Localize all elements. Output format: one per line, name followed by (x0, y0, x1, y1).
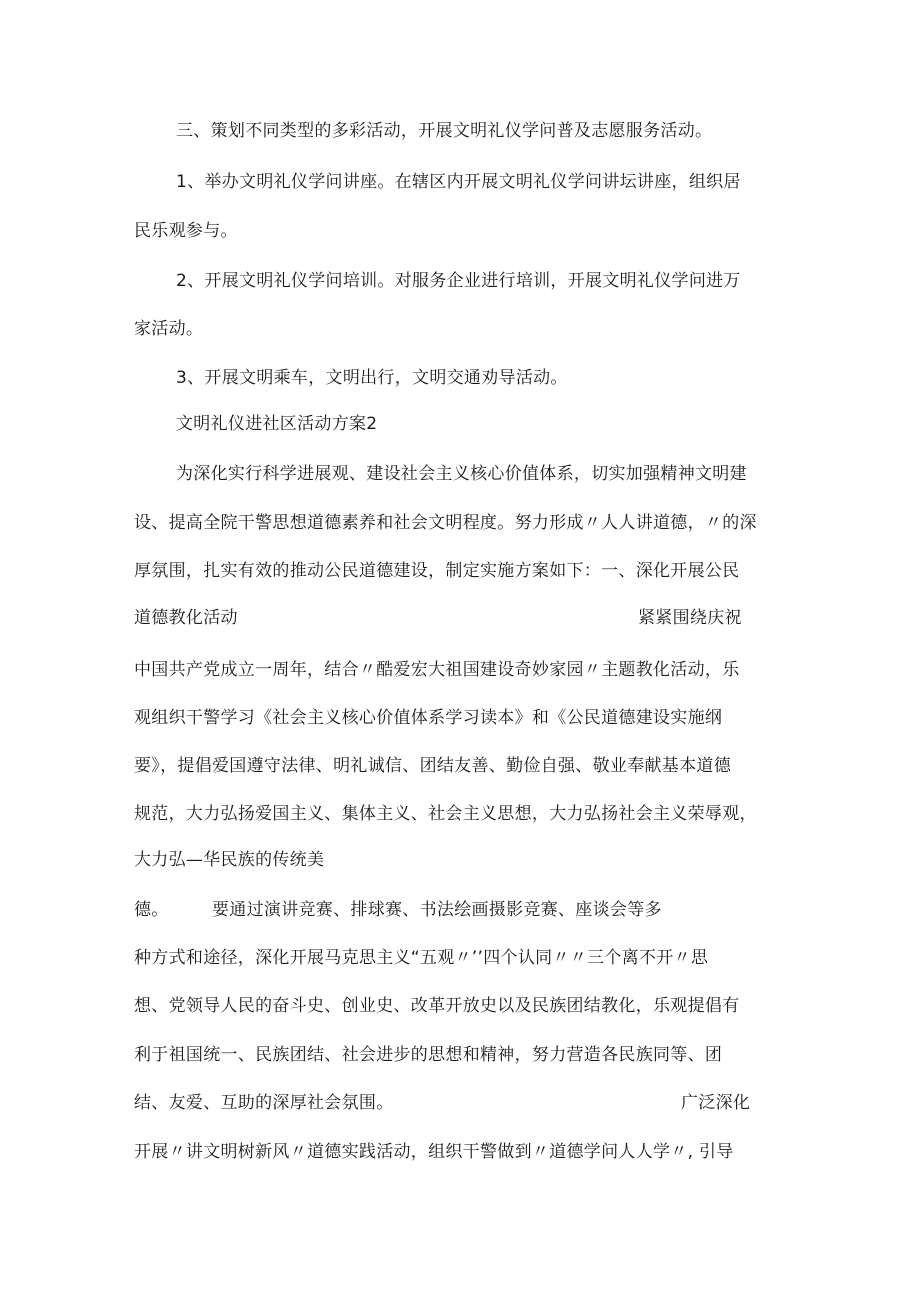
section-heading-3: 三、策划不同类型的多彩活动，开展文明礼仪学问普及志愿服务活动。 (176, 121, 713, 141)
list-item-2-line-2: 家活动。 (134, 319, 204, 339)
plan-2-title: 文明礼仪进社区活动方案2 (176, 414, 378, 434)
paragraph-2-line-3: 要》，提倡爱国遵守法律、明礼诚信、团结友善、勤俭自强、敬业奉献基本道德 (134, 756, 731, 776)
paragraph-3-line-2: 种方式和途径，深化开展马克思主义“五观〃’’四个认同〃〃三个离不开〃思 (134, 948, 709, 968)
paragraph-1-line-1: 为深化实行科学进展观、建设社会主义核心价值体系，切实加强精神文明建 (176, 464, 747, 484)
paragraph-2-line-2: 观组织干警学习《社会主义核心价值体系学习读本》和《公民道德建设实施纲 (134, 708, 723, 728)
paragraph-1-line-2: 设、提高全院干警思想道德素养和社会文明程度。努力形成〃人人讲道德，〃的深 (134, 513, 757, 533)
paragraph-2-line-5: 大力弘—华民族的传统美 (134, 850, 325, 870)
paragraph-3-line-3: 想、党领导人民的奋斗史、创业史、改革开放史以及民族团结教化，乐观提倡有 (134, 996, 740, 1016)
list-item-1-line-2: 民乐观参与。 (134, 221, 238, 241)
paragraph-4-line-1: 开展〃讲文明树新风〃道德实践活动，组织干警做到〃道德学问人人学〃, 引导 (134, 1142, 734, 1162)
paragraph-1-line-4b: 紧紧围绕庆祝 (638, 608, 742, 628)
paragraph-3-line-1a: 德。 (134, 900, 169, 920)
paragraph-1-line-3: 厚氛围，扎实有效的推动公民道德建设，制定实施方案如下：一、深化开展公民 (134, 561, 740, 581)
paragraph-1-line-4a: 道德教化活动 (134, 608, 238, 628)
list-item-3-line-1: 3、开展文明乘车，文明出行，文明交通劝导活动。 (176, 368, 568, 388)
paragraph-2-line-1: 中国共产党成立一周年，结合〃酷爱宏大祖国建设奇妙家园〃主题教化活动，乐 (134, 660, 740, 680)
paragraph-3-line-5b: 广泛深化 (681, 1093, 751, 1113)
paragraph-3-line-4: 利于祖国统一、民族团结、社会进步的思想和精神，努力营造各民族同等、团 (134, 1045, 723, 1065)
list-item-2-line-1: 2、开展文明礼仪学问培训。对服务企业进行培训，开展文明礼仪学问进万 (176, 271, 741, 291)
paragraph-3-line-1b: 要通过演讲竞赛、排球赛、书法绘画摄影竞赛、座谈会等多 (212, 900, 662, 920)
paragraph-2-line-4: 规范，大力弘扬爱国主义、集体主义、社会主义思想，大力弘扬社会主义荣辱观， (134, 804, 757, 824)
paragraph-3-line-5a: 结、友爱、互助的深厚社会氛围。 (134, 1093, 394, 1113)
list-item-1-line-1: 1、举办文明礼仪学问讲座。在辖区内开展文明礼仪学问讲坛讲座，组织居 (176, 172, 741, 192)
